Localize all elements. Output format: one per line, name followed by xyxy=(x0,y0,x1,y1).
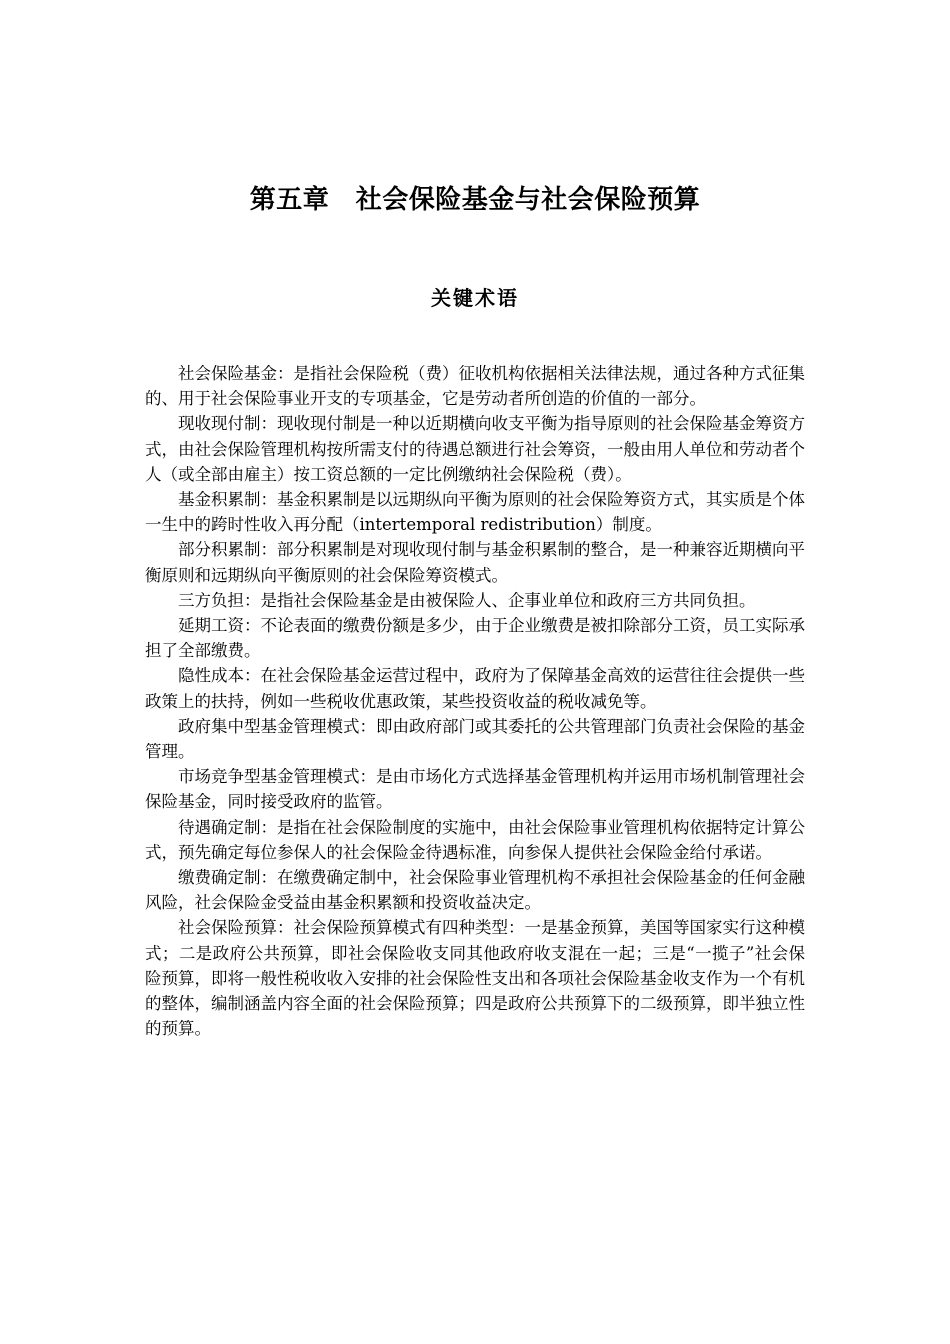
term-name: 延期工资 xyxy=(178,616,244,636)
term-definition: 是指社会保险税（费）征收机构依据相关法律法规，通过各种方式征集的、用于社会保险事业开支的专项基金，它是劳动者所创造的价值的一部分。 xyxy=(145,364,805,409)
term-entry xyxy=(145,588,805,613)
term-name: 三方负担 xyxy=(178,590,244,610)
term-name: 现收现付制 xyxy=(178,414,261,434)
term-entry xyxy=(145,865,805,915)
term-entry xyxy=(145,537,805,587)
term-name: 基金积累制 xyxy=(178,490,261,510)
term-name: 社会保险基金 xyxy=(178,364,277,383)
term-definition: 是由市场化方式选择基金管理机构并运用市场机制管理社会保险基金，同时接受政府的监管。 xyxy=(145,767,805,812)
term-separator: ： xyxy=(244,666,261,686)
term-entry xyxy=(145,714,805,764)
term-definition: 现收现付制是一种以近期横向收支平衡为指导原则的社会保险基金筹资方式，由社会保险管理机构按所需支付的待遇总额进行社会筹资，一般由用人单位和劳动者个人（或全部由雇主）按工资总额的一定比例缴纳社会保险税（费）。 xyxy=(145,414,805,484)
term-definition: 基金积累制是以远期纵向平衡为原则的社会保险筹资方式，其实质是个体一生中的跨时性收入再分配（intertemporal redistribution）制度。 xyxy=(145,490,805,535)
term-name: 缴费确定制 xyxy=(178,868,261,888)
term-definition: 不论表面的缴费份额是多少，由于企业缴费是被扣除部分工资，员工实际承担了全部缴费。 xyxy=(145,616,805,661)
term-definition: 社会保险预算模式有四种类型：一是基金预算，美国等国家实行这种模式；二是政府公共预算，即社会保险收支同其他政府收支混在一起；三是“一揽子”社会保险预算，即将一般性税收收入安排的社会保险性支出和各项社会保险基金收支作为一个有机的整体，编制涵盖内容全面的社会保险预算；四是政府公共预算下的二级预算，即半独立性的预算。 xyxy=(145,918,805,1039)
term-name: 隐性成本 xyxy=(178,666,244,686)
term-entry xyxy=(145,411,805,487)
section-title: 关键术语 xyxy=(431,286,519,310)
term-separator: ： xyxy=(260,540,277,560)
term-entry xyxy=(145,361,805,411)
term-definition: 在社会保险基金运营过程中，政府为了保障基金高效的运营往往会提供一些政策上的扶持，例如一些税收优惠政策，某些投资收益的税收减免等。 xyxy=(145,666,805,711)
term-definition: 是指在社会保险制度的实施中，由社会保险事业管理机构依据特定计算公式，预先确定每位参保人的社会保险金待遇标准，向参保人提供社会保险金给付承诺。 xyxy=(145,817,805,862)
term-name: 政府集中型基金管理模式 xyxy=(178,716,360,736)
term-separator: ： xyxy=(260,817,277,837)
term-entry xyxy=(145,487,805,537)
term-definition: 在缴费确定制中，社会保险事业管理机构不承担社会保险基金的任何金融风险，社会保险金受益由基金积累额和投资收益决定。 xyxy=(145,868,805,913)
term-definition: 是指社会保险基金是由被保险人、企事业单位和政府三方共同负担。 xyxy=(260,590,756,610)
chapter-title: 第五章 社会保险基金与社会保险预算 xyxy=(249,185,701,215)
term-separator: ： xyxy=(244,590,261,610)
term-separator: ： xyxy=(260,414,277,434)
term-separator: ： xyxy=(260,868,277,888)
term-entry xyxy=(145,915,805,1041)
term-definition: 即由政府部门或其委托的公共管理部门负责社会保险的基金管理。 xyxy=(145,716,805,762)
term-separator: ： xyxy=(260,490,277,510)
term-name: 市场竞争型基金管理模式 xyxy=(178,767,360,787)
term-entry xyxy=(145,764,805,814)
term-separator: ： xyxy=(244,616,261,636)
term-name: 部分积累制 xyxy=(178,540,261,560)
key-terms-list xyxy=(145,361,805,1041)
term-entry xyxy=(145,663,805,713)
term-separator: ： xyxy=(359,767,376,787)
term-separator: ： xyxy=(277,918,294,938)
term-definition: 部分积累制是对现收现付制与基金积累制的整合，是一种兼容近期横向平衡原则和远期纵向平衡原则的社会保险筹资模式。 xyxy=(145,540,805,585)
term-name: 待遇确定制 xyxy=(178,817,261,837)
term-separator: ： xyxy=(277,364,294,383)
term-entry xyxy=(145,815,805,865)
term-separator: ： xyxy=(359,716,376,736)
term-entry xyxy=(145,613,805,663)
term-name: 社会保险预算 xyxy=(178,918,277,938)
